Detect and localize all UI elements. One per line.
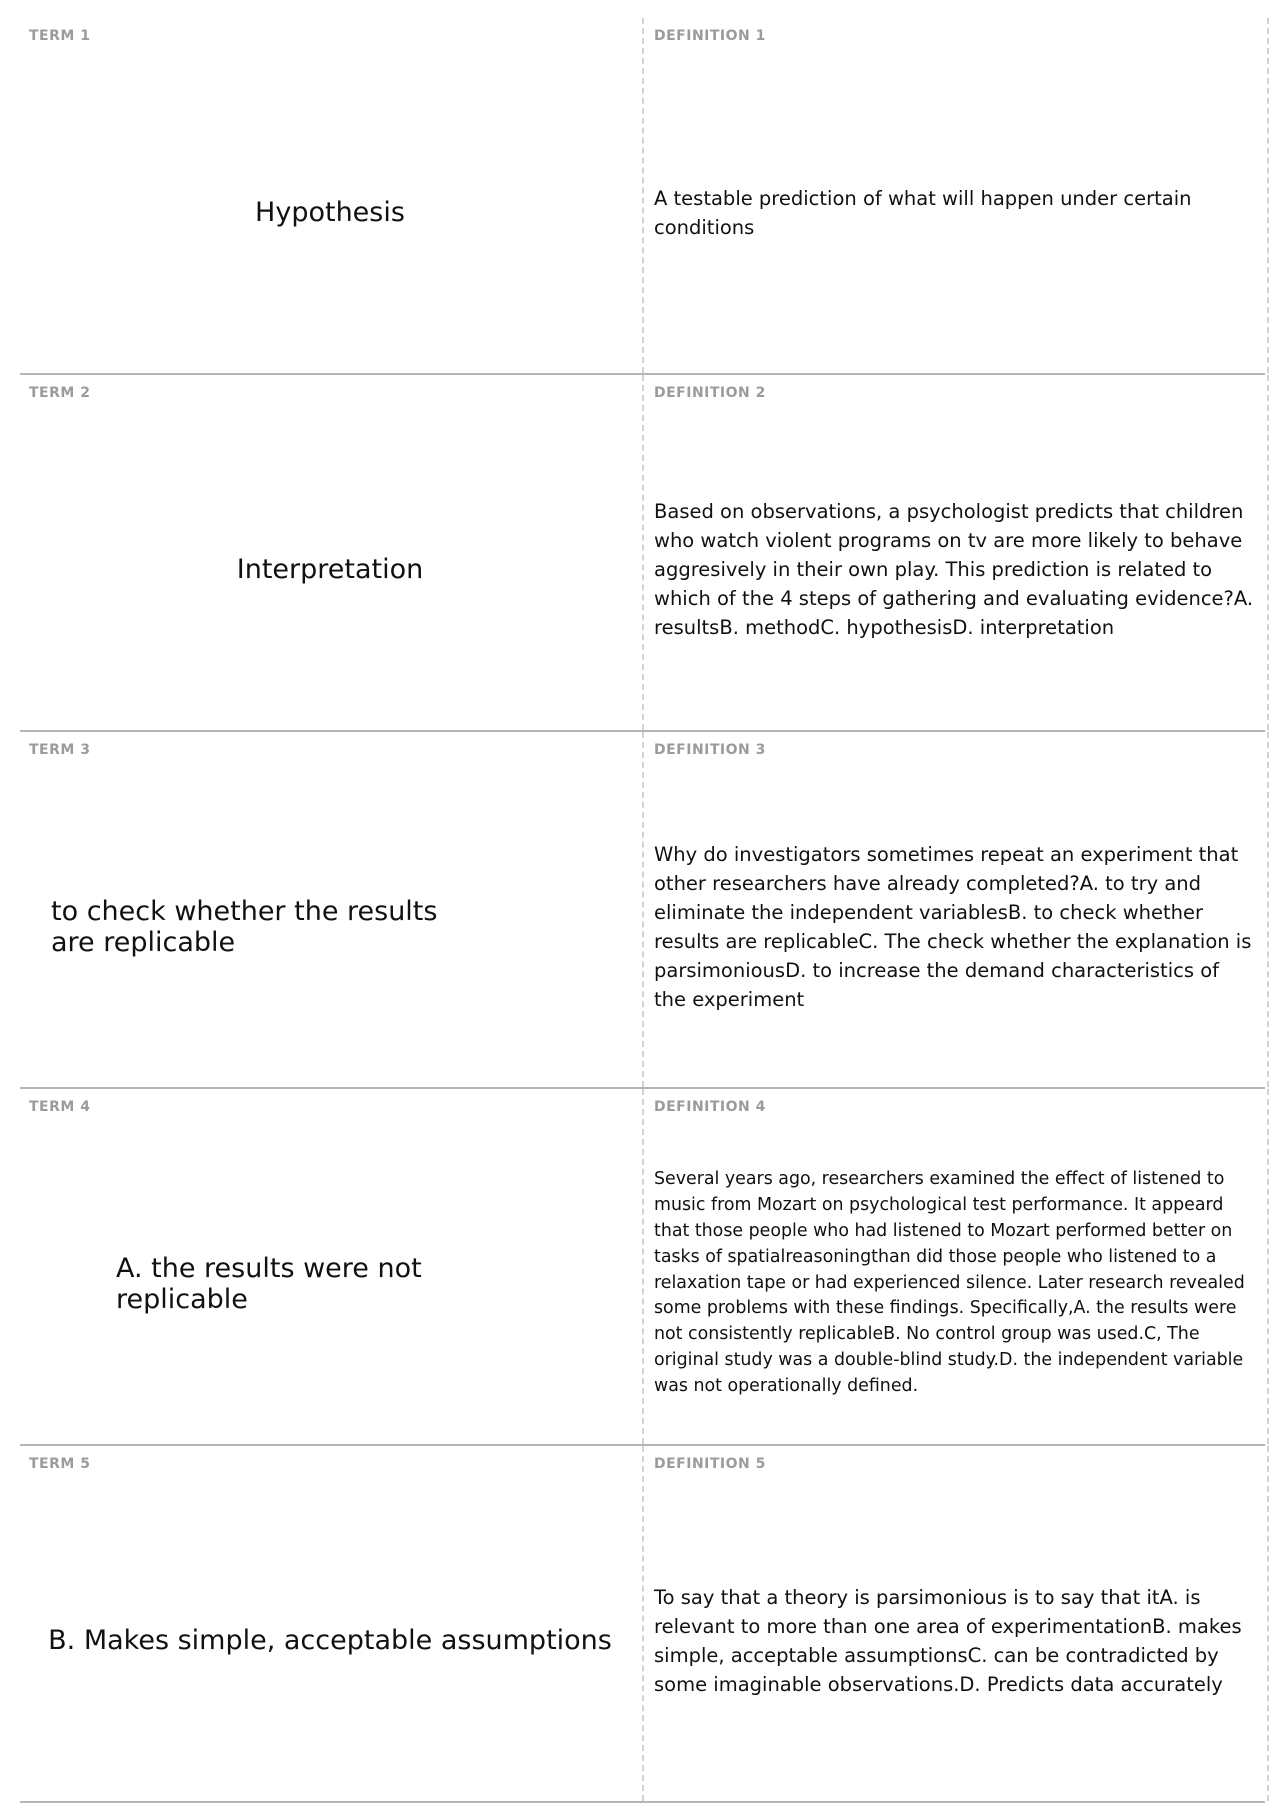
- definition-text-4: [644, 1123, 1267, 1444]
- card-row-1: [20, 18, 1265, 375]
- term-cell-2: [20, 375, 640, 730]
- term-text-3: [20, 766, 640, 1087]
- term-label-4: TERM 4: [29, 1099, 91, 1115]
- definition-cell-1: [642, 18, 1269, 373]
- term-text-4: [20, 1123, 640, 1444]
- definition-cell-3: [642, 732, 1269, 1087]
- definition-label-3: DEFINITION 3: [654, 742, 766, 758]
- term-label-1: TERM 1: [29, 28, 91, 44]
- term-4: A. the results were not replicable: [116, 1252, 422, 1315]
- term-cell-4: [20, 1089, 640, 1444]
- term-label-2: TERM 2: [29, 385, 91, 401]
- definition-label-4: DEFINITION 4: [654, 1099, 766, 1115]
- definition-label-1: DEFINITION 1: [654, 28, 766, 44]
- term-text-5: [20, 1480, 640, 1801]
- term-2: Interpretation: [236, 554, 424, 585]
- definition-4: Several years ago, researchers examined the effect of listened to music from Mozart on psychological test performance. It appeard that those people who had listened to Mozart performed better on tasks of spatialreasoningthan did those people who listened to a relaxation tape or had experienced silence. Later research revealed some problems with these findings. Specifically,A. the results were not consistently replicableB. No control group was used.C, The original study was a double-blind study.D. the independent variable was not operationally defined.: [654, 1169, 1245, 1396]
- definition-2: Based on observations, a psychologist predicts that children who watch violent programs on tv are more likely to behave aggresively in their own play. This prediction is related to which of the 4 steps of gathering and evaluating evidence?A. resultsB. methodC. hypothesisD. interpretation: [654, 500, 1254, 639]
- term-cell-5: [20, 1446, 640, 1801]
- definition-text-2: [644, 409, 1267, 730]
- definition-1: A testable prediction of what will happen under certain conditions: [654, 186, 1192, 239]
- definition-label-5: DEFINITION 5: [654, 1456, 766, 1472]
- term-cell-1: [20, 18, 640, 373]
- card-row-4: [20, 1089, 1265, 1446]
- definition-text-3: [644, 766, 1267, 1087]
- definition-label-2: DEFINITION 2: [654, 385, 766, 401]
- term-label-3: TERM 3: [29, 742, 91, 758]
- definition-5: To say that a theory is parsimonious is to say that itA. is relevant to more than one area of experimentationB. makes simple, acceptable assumptionsC. can be contradicted by some imaginable observations.D. Predicts data accurately: [654, 1585, 1242, 1696]
- definition-cell-4: [642, 1089, 1269, 1444]
- definition-cell-5: [642, 1446, 1269, 1801]
- term-3: to check whether the results are replicable: [51, 895, 438, 958]
- term-5: B. Makes simple, acceptable assumptions: [48, 1625, 612, 1656]
- term-cell-3: [20, 732, 640, 1087]
- flashcard-sheet: [20, 18, 1265, 1803]
- card-row-2: [20, 375, 1265, 732]
- term-text-2: [20, 409, 640, 730]
- definition-text-5: [644, 1480, 1267, 1801]
- term-text-1: [20, 52, 640, 373]
- definition-3: Why do investigators sometimes repeat an experiment that other researchers have already completed?A. to try and eliminate the independent variablesB. to check whether results are replicableC. The check whether the explanation is parsimoniousD. to increase the demand characteristics of the experiment: [654, 842, 1252, 1011]
- term-label-5: TERM 5: [29, 1456, 91, 1472]
- term-1: Hypothesis: [255, 197, 405, 228]
- definition-cell-2: [642, 375, 1269, 730]
- definition-text-1: [644, 52, 1267, 373]
- card-row-5: [20, 1446, 1265, 1803]
- card-row-3: [20, 732, 1265, 1089]
